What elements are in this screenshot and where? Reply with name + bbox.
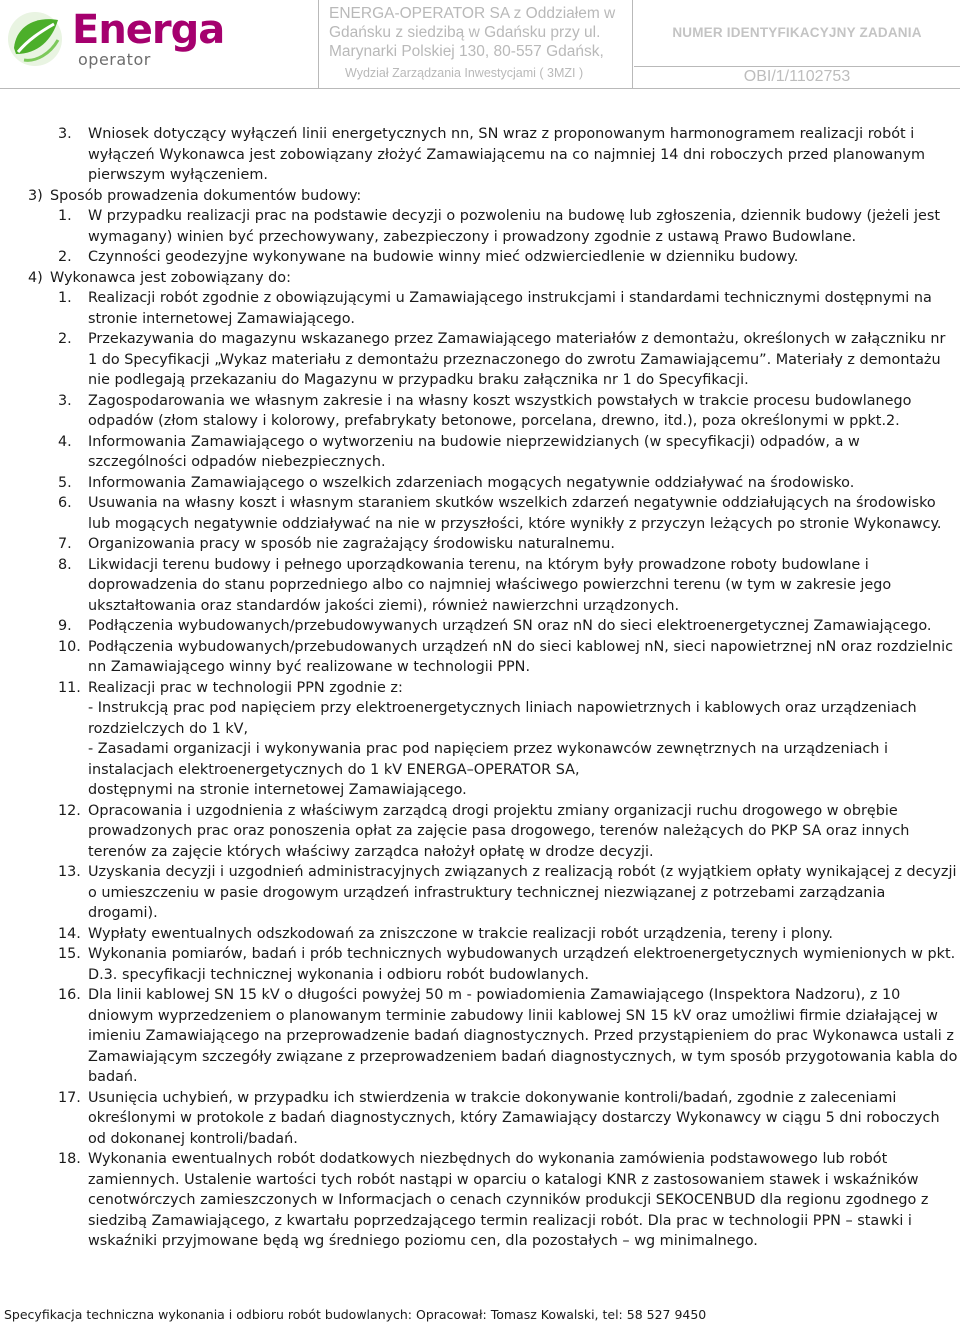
- item-text: Realizacji prac w technologii PPN zgodnie z:: [88, 679, 403, 696]
- list-item: [58, 329, 958, 391]
- contractor-duties-list: [58, 288, 958, 1252]
- item-number: 3.: [58, 392, 72, 409]
- item-text: Organizowania pracy w sposób nie zagrażający środowisku naturalnemu.: [88, 536, 615, 552]
- list-item: [58, 1149, 958, 1252]
- logo-cell: [0, 0, 319, 88]
- item-text: Zagospodarowania we własnym zakresie i na własny koszt wszystkich powstałych w trakcie procesu budowlanego odpadów (złom stalowy i kolorowy, prefabrykaty betonowe, porcelana, drewno, itd.), poza określonymi w ppkt.2.: [88, 392, 912, 429]
- item-text: Realizacji robót zgodnie z obowiązującymi u Zamawiającego instrukcjami i standardami technicznymi dostępnymi na stronie internetowej Zamawiającego.: [88, 290, 932, 327]
- sub-line: dostępnymi na stronie internetowej Zamawiającego.: [88, 782, 467, 798]
- item-text: Usunięcia uchybień, w przypadku ich stwierdzenia w trakcie dokonywanie kontroli/badań, zgodnie z zaleceniami określonymi w protokole z badań diagnostycznych, który Zamawiający dostarczy Wykonawcy w ciągu 5 dni roboczych od dokonanej kontroli/badań.: [88, 1089, 940, 1147]
- task-id-value: OBI/1/1102753: [743, 68, 851, 85]
- document-body: [28, 124, 958, 1252]
- list-item: [58, 616, 958, 637]
- list-item: [58, 473, 958, 494]
- item-text: Przekazywania do magazynu wskazanego przez Zamawiającego materiałów z demontażu, określonych w załączniku nr 1 do Specyfikacji „Wykaz materiału z demontażu przeznaczonego do zwrotu Zamawiającemu”. Materiały z demontażu nie podlegają przekazaniu do Magazynu w przypadku braku załącznika nr 1 do Specyfikacji.: [88, 331, 946, 388]
- item-text: Uzyskania decyzji i uzgodnień administracyjnych związanych z realizacją robót (z wyjątkiem opłaty wynikającej z decyzji o umieszczeniu w pasie drogowym urządzeń infrastruktury technicznej niezwiązanej z potrzebami zarządzania drogami).: [88, 864, 957, 921]
- section-number: 3): [28, 187, 43, 204]
- item-text: Wykonania ewentualnych robót dodatkowych niezbędnych do wykonania zamówienia podstawowego lub robót zamiennych. Ustalenie wartości tych robót nastąpi w oparciu o katalogi KNR z zastosowaniem stawek i wskaźników cenotwórczych zamieszczonych w Informacjach o cenach czynników produkcji SEKOCENBUD dla regionu zgodnego z siedzibą Zamawiającego, z kwartału poprzedzającego termin realizacji robót. Dla prac w technologii PPN – stawki i wskaźniki przyjmowane będą wg średniego poziomu cen, dla pozostałych – wg minimalnego.: [88, 1151, 929, 1249]
- list-item: [58, 985, 958, 1088]
- item-number: 2.: [58, 249, 72, 265]
- item-number: 14.: [58, 925, 81, 942]
- intro-item: [58, 124, 958, 186]
- section-number: 4): [28, 269, 43, 286]
- department-label: Wydział Zarządzania Inwestycjami ( 3MZI ): [345, 66, 584, 80]
- list-item: [58, 637, 958, 678]
- section-heading-3: [28, 186, 958, 207]
- logo-subtitle: operator: [78, 50, 151, 69]
- company-line: ENERGA-OPERATOR SA z Oddziałem w: [329, 5, 616, 22]
- company-line: Marynarki Polskiej 130, 80-557 Gdańsk,: [329, 43, 604, 60]
- list-item: [58, 862, 958, 924]
- item-text: Wypłaty ewentualnych odszkodowań za zniszczone w trakcie realizacji robót urządzenia, tereny i plony.: [88, 925, 833, 942]
- sub-line: - Instrukcją prac pod napięciem przy elektroenergetycznych liniach napowietrznych i kablowych oraz urządzeniach rozdzielczych do 1 kV,: [88, 700, 917, 737]
- company-info: [319, 0, 633, 88]
- item-text: Opracowania i uzgodnienia z właściwym zarządcą drogi projektu zmiany organizacji ruchu drogowego w obrębie prowadzonych prac oraz ponoszenia opłat za zajęcie pasa drogowego, terenów należących do PKP SA oraz innych terenów za zajęcie których właściwy zarządca nałożył opłatę w drodze decyzji.: [88, 802, 910, 860]
- section-title: Wykonawca jest zobowiązany do:: [50, 269, 291, 286]
- task-id-cell: [634, 0, 960, 88]
- task-id-label: NUMER IDENTYFIKACYJNY ZADANIA: [634, 0, 960, 67]
- item-number: 16.: [58, 987, 81, 1003]
- energa-leaf-logo: [6, 10, 64, 68]
- company-line: Gdańsku z siedzibą w Gdańsku przy ul.: [329, 24, 601, 41]
- list-item: [58, 944, 958, 985]
- list-item: [58, 206, 958, 247]
- item-number: 15.: [58, 946, 81, 962]
- item-text: Wykonania pomiarów, badań i prób technicznych wybudowanych urządzeń elektroenergetycznych wymienionych w pkt. D.3. specyfikacji technicznej wykonania i odbioru robót budowlanych.: [88, 946, 956, 983]
- list-item: [58, 288, 958, 329]
- item-number: 9.: [58, 618, 72, 634]
- list-item: [58, 924, 958, 945]
- list-item: [58, 247, 958, 268]
- item-text: Czynności geodezyjne wykonywane na budowie winny mieć odzwierciedlenie w dzienniku budowy.: [88, 249, 799, 265]
- item-number: 13.: [58, 864, 81, 880]
- list-item: [58, 1088, 958, 1150]
- item-text: Likwidacji terenu budowy i pełnego uporządkowania terenu, na którym były prowadzone roboty budowlane i doprowadzenia do stanu poprzedniego albo co najmniej właściwego powierzchni terenu (w tym w zakresie jego ukształtowania oraz standardów jakości ziemi), również nawierzchni urządzonych.: [88, 556, 892, 614]
- item-number: 4.: [58, 433, 72, 450]
- list-item: [58, 678, 958, 801]
- item-number: 5.: [58, 474, 72, 491]
- item-number: 10.: [58, 638, 81, 655]
- logo-wordmark: Energa: [72, 7, 225, 53]
- item-number: 17.: [58, 1089, 81, 1106]
- list-item: [58, 493, 958, 534]
- item-number: 2.: [58, 331, 72, 347]
- item-number: 6.: [58, 495, 72, 511]
- item-number: 3.: [58, 126, 72, 142]
- item-number: 1.: [58, 290, 72, 306]
- item-number: 12.: [58, 802, 81, 819]
- section-heading-4: [28, 268, 958, 289]
- item-text: Podłączenia wybudowanych/przebudowywanych urządzeń SN oraz nN do sieci elektroenergetycznej Zamawiającego.: [88, 618, 932, 634]
- section-title: Sposób prowadzenia dokumentów budowy:: [50, 187, 362, 204]
- list-item: [58, 555, 958, 617]
- item-text: Usuwania na własny koszt i własnym staraniem skutków wszelkich zdarzeń negatywnie oddziałujących na środowisko lub mogących negatywnie oddziaływać na nie w przyszłości, które wynikły z przyczyn leżących po stronie Wykonawcy.: [88, 495, 942, 532]
- sub-line: - Zasadami organizacji i wykonywania prac pod napięciem przez wykonawców zewnętrznych na urządzeniach i instalacjach elektroenergetycznych do 1 kV ENERGA–OPERATOR SA,: [88, 741, 888, 778]
- list-item: [58, 391, 958, 432]
- item-text: Wniosek dotyczący wyłączeń linii energetycznych nn, SN wraz z proponowanym harmonogramem realizacji robót i wyłączeń Wykonawca jest zobowiązany złożyć Zamawiającemu na co najmniej 14 dni roboczych przed planowanym pierwszym wyłączeniem.: [88, 126, 926, 183]
- item-text: Podłączenia wybudowanych/przebudowanych urządzeń nN do sieci kablowej nN, sieci napowietrznej nN oraz rozdzielnic nn Zamawiającego winny być realizowane w technologii PPN.: [88, 638, 954, 675]
- item-number: 18.: [58, 1151, 81, 1167]
- item-number: 7.: [58, 536, 72, 552]
- item-number: 8.: [58, 556, 72, 573]
- document-header: [0, 0, 960, 89]
- item-number: 11.: [58, 679, 81, 696]
- page-footer: Specyfikacja techniczna wykonania i odbioru robót budowlanych: Opracował: Tomasz Kowalski, tel: 58 527 9450: [4, 1307, 707, 1322]
- item-text: Informowania Zamawiającego o wszelkich zdarzeniach mogących negatywnie oddziaływać na środowisko.: [88, 474, 855, 491]
- item-text: Informowania Zamawiającego o wytworzeniu na budowie nieprzewidzianych (w specyfikacji) odpadów, a w szczególności odpadów niebezpiecznych.: [88, 433, 860, 470]
- item-text: W przypadku realizacji prac na podstawie decyzji o pozwoleniu na budowę lub zgłoszenia, dziennik budowy (jeżeli jest wymagany) winien być przechowywany, zabezpieczony i prowadzony zgodnie z ustawą Prawo Budowlane.: [88, 208, 940, 245]
- item-number: 1.: [58, 208, 72, 224]
- list-item: [58, 801, 958, 863]
- list-item: [58, 534, 958, 555]
- list-item: [58, 432, 958, 473]
- item-text: Dla linii kablowej SN 15 kV o długości powyżej 50 m - powiadomienia Zamawiającego (Inspektora Nadzoru), z 10 dniowym wyprzedzeniem o planowanym terminie zabudowy linii kablowej SN 15 kV oraz umożliwi firmie działającej w imieniu Zamawiającego na przeprowadzenie badań diagnostycznych. Przed przystąpieniem do prac Wykonawca ustali z Zamawiającym szczegóły związane z przeprowadzeniem badań diagnostycznych, w tym sposób przygotowania kabla do badań.: [88, 987, 958, 1085]
